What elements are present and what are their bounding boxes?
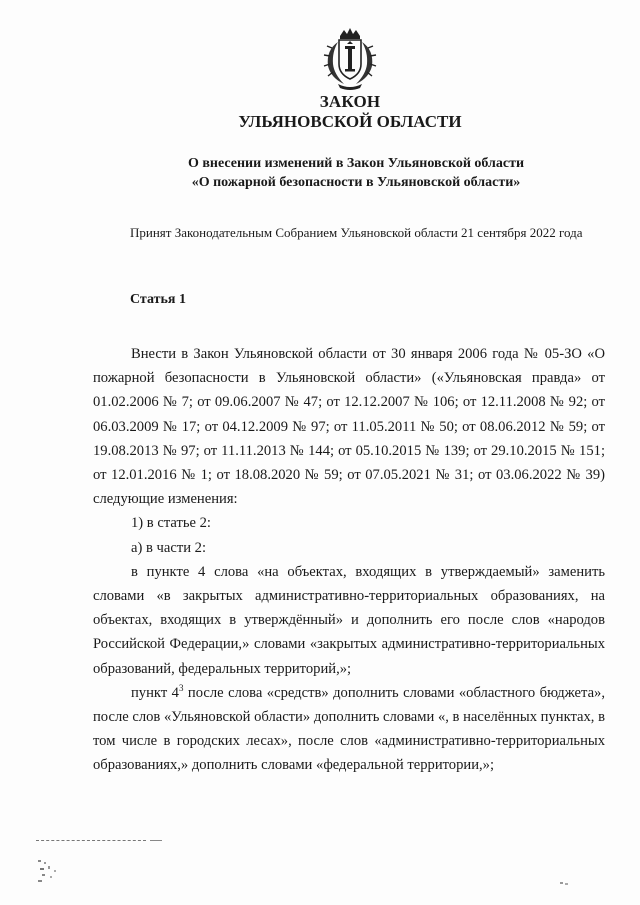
document-region: УЛЬЯНОВСКОЙ ОБЛАСТИ xyxy=(238,112,462,131)
paragraph-text-start: пункт 4 xyxy=(131,684,179,701)
article-paragraph: Внести в Закон Ульяновской области от 30 января 2006 года № 05-ЗО «О пожарной безопасности в Ульяновской области» («Ульяновская правда» от 01.02.2006 № 7; от 09.06.2007 № 47; от 12.12.2007 № 106; от 12.11.2008 № 92; от 06.03.2009 № 17; от 04.12.2009 № 97; от 11.05.2011 № 50; от 08.06.2012 № 59; от 19.08.2013 № 97; от 11.11.2013 № 144; от 05.10.2015 № 139; от 29.10.2015 № 151; от 12.01.2016 № 1; от 18.08.2020 № 59; от 07.05.2021 № 31; от 03.06.2022 № 39) следующие изменения: xyxy=(93,346,605,508)
superscript-index: 3 xyxy=(178,682,184,693)
law-subject-line-1: О внесении изменений в Закон Ульяновской области xyxy=(187,156,525,171)
document-title: ЗАКОН xyxy=(319,92,381,111)
article-paragraph: а) в части 2: xyxy=(131,539,207,556)
article-heading: Статья 1 xyxy=(130,292,186,307)
ulyanovsk-coat-of-arms-icon xyxy=(318,26,382,92)
paragraph-text-rest: после слова «средств» дополнить словами «областного бюджета», после слов «Ульяновской области» дополнить словами «, в населённых пунктах, в том числе в городских лесах», после слов «административно-территориальных образованиях,» дополнить словами «федеральной территории,»; xyxy=(93,684,606,774)
article-paragraph xyxy=(93,681,605,778)
scan-artifact-icon xyxy=(560,882,570,886)
footer-separator xyxy=(36,840,146,841)
scan-artifact-icon xyxy=(36,858,76,886)
article-paragraph: 1) в статье 2: xyxy=(131,515,211,532)
article-paragraph: в пункте 4 слова «на объектах, входящих в утверждаемый» заменить словами «в закрытых административно-территориальных образованиях, на объектах, входящих в утверждённый» и дополнить его после слов «народов Российской Федерации,» словами «закрытых административно-территориальных образований, федеральных территорий,»; xyxy=(93,563,605,677)
law-subject xyxy=(0,154,640,192)
document-title-block xyxy=(0,92,640,132)
law-subject-line-2: «О пожарной безопасности в Ульяновской области» xyxy=(191,175,521,190)
footer-separator-mark xyxy=(150,840,162,841)
adoption-statement: Принят Законодательным Собранием Ульяновской области 21 сентября 2022 года xyxy=(130,225,583,240)
article-body xyxy=(93,342,605,778)
